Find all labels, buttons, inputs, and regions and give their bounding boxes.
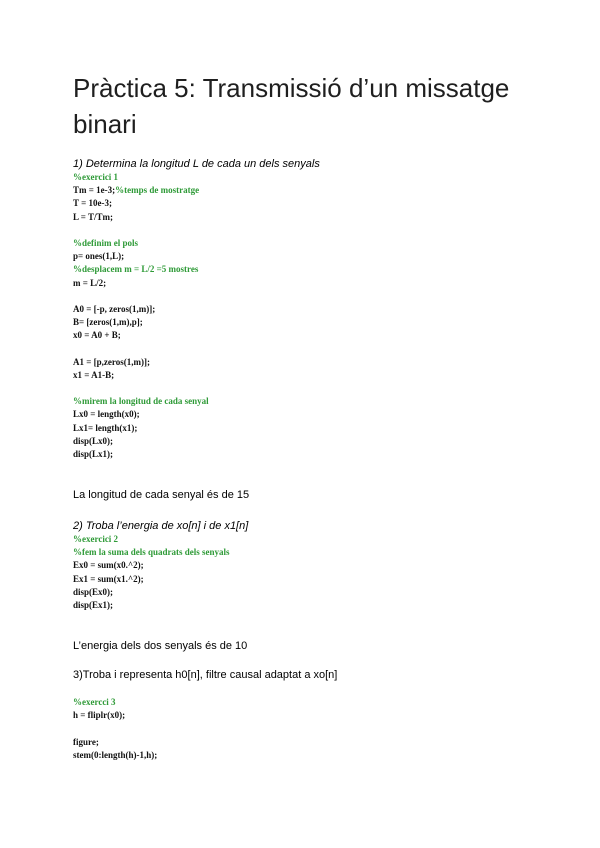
code-text: L = T/Tm; xyxy=(73,211,113,222)
code-block-1 xyxy=(73,171,209,461)
code-line xyxy=(73,382,209,395)
code-line xyxy=(73,224,209,237)
code-text: A1 = [p,zeros(1,m)]; xyxy=(73,356,150,367)
code-text: m = L/2; xyxy=(73,277,107,288)
code-line xyxy=(73,197,209,210)
code-text: disp(Lx1); xyxy=(73,448,114,459)
code-line xyxy=(73,599,230,612)
code-line xyxy=(73,586,230,599)
code-line xyxy=(73,533,230,546)
code-text: Ex0 = sum(x0.^2); xyxy=(73,560,144,571)
code-comment: %exercici 2 xyxy=(73,534,119,544)
code-line xyxy=(73,171,209,184)
code-comment: %fem la suma dels quadrats dels senyals xyxy=(73,547,230,558)
code-line xyxy=(73,263,209,276)
code-line xyxy=(73,329,209,342)
code-line xyxy=(73,435,209,448)
code-line xyxy=(73,237,209,250)
code-line xyxy=(73,696,157,709)
code-text: stem(0:length(h)-1,h); xyxy=(73,749,158,760)
code-line xyxy=(73,316,209,329)
code-text: Lx0 = length(x0); xyxy=(73,409,140,420)
code-text: T = 10e-3; xyxy=(73,198,112,209)
code-comment: %exercci 3 xyxy=(73,697,116,707)
code-line xyxy=(73,448,209,461)
code-text: Tm = 1e-3; xyxy=(73,185,116,196)
code-line xyxy=(73,369,209,382)
question-3-heading: 3)Troba i representa h0[n], filtre causal adaptat a xo[n] xyxy=(73,669,338,681)
code-text: disp(Lx0); xyxy=(73,435,114,446)
page-title: Pràctica 5: Transmissió d’un missatge binari xyxy=(73,73,510,139)
code-comment: %desplacem m = L/2 =5 mostres xyxy=(73,264,199,275)
code-line xyxy=(73,342,209,355)
code-line xyxy=(73,184,209,197)
code-block-2 xyxy=(73,533,230,612)
code-line xyxy=(73,408,209,421)
code-line xyxy=(73,422,209,435)
code-line xyxy=(73,749,157,762)
code-line xyxy=(73,722,157,735)
code-text: disp(Ex0); xyxy=(73,586,114,597)
code-line xyxy=(73,356,209,369)
code-line xyxy=(73,395,209,408)
code-text: disp(Ex1); xyxy=(73,599,114,610)
code-text: Lx1= length(x1); xyxy=(73,422,138,433)
code-text: Ex1 = sum(x1.^2); xyxy=(73,573,144,584)
code-comment: %exercici 1 xyxy=(73,172,119,182)
code-line xyxy=(73,290,209,303)
code-text: h = fliplr(x0); xyxy=(73,710,126,721)
code-text: x0 = A0 + B; xyxy=(73,330,121,341)
code-line xyxy=(73,709,157,722)
question-1-heading: 1) Determina la longitud L de cada un dels senyals xyxy=(73,158,320,170)
code-line xyxy=(73,559,230,572)
code-line xyxy=(73,211,209,224)
code-line xyxy=(73,573,230,586)
code-line xyxy=(73,736,157,749)
code-text: A0 = [-p, zeros(1,m)]; xyxy=(73,303,156,314)
code-line xyxy=(73,303,209,316)
code-line xyxy=(73,250,209,263)
question-2-heading: 2) Troba l’energia de xo[n] i de x1[n] xyxy=(73,520,249,532)
code-comment: %definim el pols xyxy=(73,237,139,248)
code-text: figure; xyxy=(73,736,99,747)
code-text: x1 = A1-B; xyxy=(73,369,115,380)
code-comment: %temps de mostratge xyxy=(115,185,200,196)
code-line xyxy=(73,277,209,290)
code-text: B= [zeros(1,m),p]; xyxy=(73,317,143,328)
answer-2: L’energia dels dos senyals és de 10 xyxy=(73,640,248,652)
code-line xyxy=(73,546,230,559)
code-comment: %mirem la longitud de cada senyal xyxy=(73,396,209,407)
answer-1: La longitud de cada senyal és de 15 xyxy=(73,489,250,501)
code-block-3 xyxy=(73,696,157,762)
code-text: p= ones(1,L); xyxy=(73,251,125,262)
